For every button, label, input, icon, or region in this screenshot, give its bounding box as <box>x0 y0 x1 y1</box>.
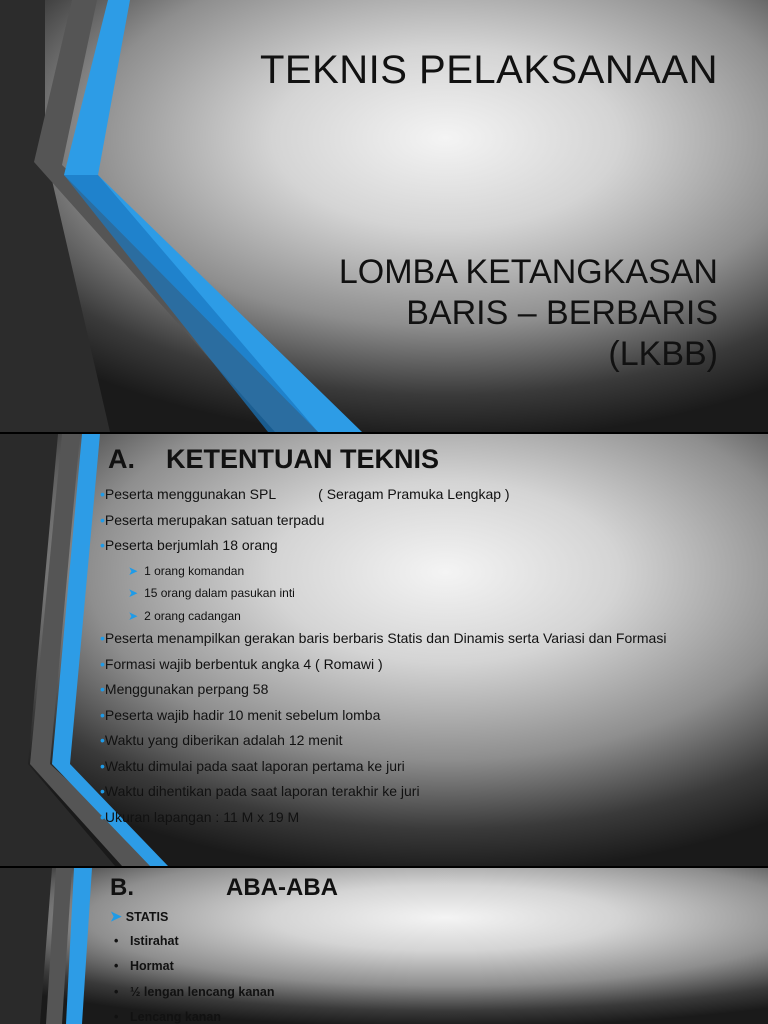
list-item: • Hormat <box>114 959 174 973</box>
list-item: •Peserta menampilkan gerakan baris berbaris Statis dan Dinamis serta Variasi dan Formasi <box>100 630 667 646</box>
section-title: KETENTUAN TEKNIS <box>166 444 440 474</box>
section-number: A. <box>108 444 135 474</box>
list-item-text: Peserta merupakan satuan terpadu <box>104 511 325 528</box>
arrow-icon: ➤ <box>128 608 139 623</box>
arrow-icon: ➤ <box>128 563 139 578</box>
rules-list <box>100 486 666 834</box>
slide-title <box>0 0 768 432</box>
list-item: •Peserta berjumlah 18 orang <box>100 537 278 553</box>
category-text: STATIS <box>125 910 169 924</box>
sub-item-text: 15 orang dalam pasukan inti <box>144 586 295 600</box>
list-item-text: Peserta menggunakan SPL <box>104 486 277 502</box>
slide-subtitle <box>339 252 718 375</box>
list-item-text: Menggunakan perpang 58 <box>104 681 269 697</box>
subtitle-line: LOMBA KETANGKASAN <box>338 253 718 291</box>
category-item <box>110 908 275 934</box>
list-item-text: Waktu dihentikan pada saat laporan terakhir ke juri <box>104 783 420 799</box>
sub-item-text: 1 orang komandan <box>144 563 245 578</box>
list-item: •Peserta merupakan satuan terpadu <box>100 511 325 528</box>
list-item-text: Formasi wajib berbentuk angka 4 ( Romawi ) <box>104 655 383 672</box>
list-item: •Peserta menggunakan SPL ( Seragam Pramuka Lengkap ) <box>100 486 510 502</box>
list-item-text: Peserta wajib hadir 10 menit sebelum lomba <box>104 706 381 723</box>
list-item-text: Ukuran lapangan : 11 M x 19 M <box>104 808 300 825</box>
sub-list-item <box>100 563 666 586</box>
list-item: • ½ lengan lencang kanan <box>114 984 275 999</box>
list-item: • Istirahat <box>114 933 179 948</box>
list-item-text: Istirahat <box>130 933 179 948</box>
list-item-note: ( Seragam Pramuka Lengkap ) <box>318 486 510 502</box>
section-heading <box>108 444 439 475</box>
section-number: B. <box>110 874 134 901</box>
list-item: •Formasi wajib berbentuk angka 4 ( Romawi ) <box>100 655 383 672</box>
list-item-text: Hormat <box>130 959 174 973</box>
subtitle-line: BARIS – BERBARIS <box>406 294 718 332</box>
slide-ketentuan-teknis <box>0 434 768 866</box>
list-item-text: Waktu yang diberikan adalah 12 menit <box>104 732 343 748</box>
list-item: •Waktu dimulai pada saat laporan pertama ke juri <box>100 757 405 774</box>
list-item: • Lencang kanan <box>114 1010 221 1024</box>
list-item-text: Lencang kanan <box>130 1010 221 1024</box>
section-title: ABA-ABA <box>226 874 338 901</box>
arrow-icon: ➤ <box>128 586 139 600</box>
subtitle-line: (LKBB) <box>608 335 718 373</box>
list-item: •Menggunakan perpang 58 <box>100 681 269 697</box>
section-heading <box>110 874 338 902</box>
list-item-text: Peserta berjumlah 18 orang <box>104 537 278 553</box>
list-item: •Waktu yang diberikan adalah 12 menit <box>100 732 343 748</box>
list-item: •Waktu dihentikan pada saat laporan terakhir ke juri <box>100 783 420 799</box>
list-item-text: ½ lengan lencang kanan <box>130 984 275 999</box>
sub-item-text: 2 orang cadangan <box>144 608 241 623</box>
list-item: •Peserta wajib hadir 10 menit sebelum lomba <box>100 706 381 723</box>
slide-title-text: TEKNIS PELAKSANAAN <box>259 48 718 92</box>
sub-list-item <box>100 608 666 631</box>
list-item-text: Waktu dimulai pada saat laporan pertama ke juri <box>104 757 405 774</box>
sub-list-item <box>100 585 666 608</box>
list-item-text: Peserta menampilkan gerakan baris berbaris Statis dan Dinamis serta Variasi dan Formasi <box>104 630 667 646</box>
list-item: •Ukuran lapangan : 11 M x 19 M <box>100 808 300 825</box>
arrow-icon: ➤ <box>110 908 122 924</box>
slide-aba-aba <box>0 868 768 1024</box>
aba-aba-list <box>112 908 275 1024</box>
